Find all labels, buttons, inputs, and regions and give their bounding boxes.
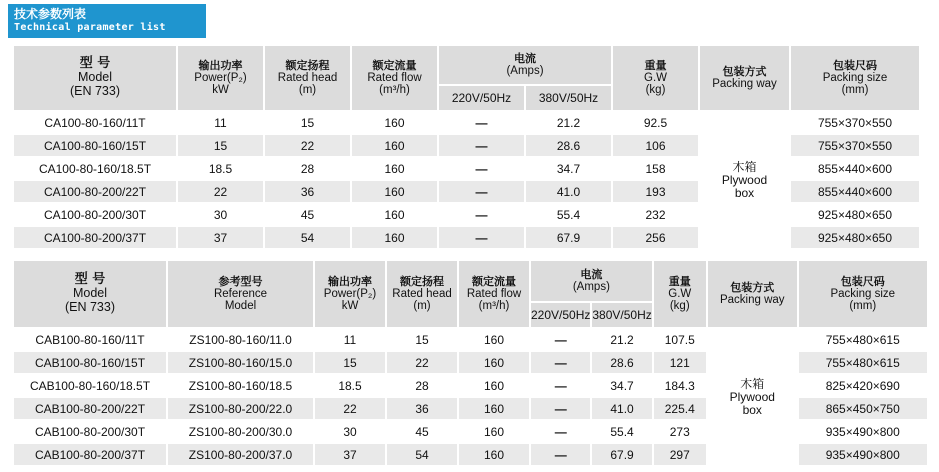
cell-weight: 232 — [613, 204, 698, 225]
cell-size: 935×490×800 — [799, 421, 927, 442]
cell-flow: 160 — [459, 375, 529, 396]
cell-ref: ZS100-80-200/37.0 — [168, 444, 313, 465]
cell-power: 18.5 — [315, 375, 385, 396]
cell-model: CA100-80-160/11T — [14, 112, 176, 133]
cell-weight: 184.3 — [654, 375, 706, 396]
header-packing-way: 包装方式 Packing way — [708, 261, 797, 327]
parameter-table-ca — [12, 44, 921, 250]
cell-size: 855×440×600 — [791, 181, 919, 202]
cell-v380: 28.6 — [592, 352, 651, 373]
parameter-table-cab — [12, 259, 929, 467]
cell-flow: 160 — [352, 227, 437, 248]
header-220v: 220V/50Hz — [439, 86, 524, 110]
cell-ref: ZS100-80-200/30.0 — [168, 421, 313, 442]
cell-power: 30 — [178, 204, 263, 225]
packing-way-cell: 木箱 Plywood box — [708, 329, 797, 465]
cell-head: 15 — [387, 329, 457, 350]
cell-power: 22 — [178, 181, 263, 202]
cell-power: 22 — [315, 398, 385, 419]
cell-weight: 92.5 — [613, 112, 698, 133]
table-row — [14, 329, 927, 350]
cell-v380: 67.9 — [526, 227, 611, 248]
cell-size: 855×440×600 — [791, 158, 919, 179]
cell-power: 15 — [178, 135, 263, 156]
cell-model: CAB100-80-200/22T — [14, 398, 166, 419]
cell-size: 825×420×690 — [799, 375, 927, 396]
cell-flow: 160 — [459, 444, 529, 465]
cell-weight: 193 — [613, 181, 698, 202]
cell-weight: 273 — [654, 421, 706, 442]
cell-power: 37 — [315, 444, 385, 465]
cell-head: 15 — [265, 112, 350, 133]
cell-ref: ZS100-80-160/11.0 — [168, 329, 313, 350]
header-weight: 重量 G.W (kg) — [613, 46, 698, 110]
cell-power: 11 — [315, 329, 385, 350]
cell-model: CAB100-80-160/18.5T — [14, 375, 166, 396]
cell-model: CAB100-80-160/11T — [14, 329, 166, 350]
cell-head: 22 — [387, 352, 457, 373]
cell-head: 28 — [387, 375, 457, 396]
cell-v220: — — [439, 227, 524, 248]
cell-ref: ZS100-80-200/22.0 — [168, 398, 313, 419]
cell-size: 865×450×750 — [799, 398, 927, 419]
header-rated-head: 额定扬程 Rated head (m) — [387, 261, 457, 327]
cell-size: 935×490×800 — [799, 444, 927, 465]
cell-v220: — — [439, 181, 524, 202]
cell-flow: 160 — [459, 421, 529, 442]
cell-v220: — — [531, 421, 590, 442]
cell-v380: 21.2 — [526, 112, 611, 133]
cell-flow: 160 — [352, 112, 437, 133]
cell-weight: 121 — [654, 352, 706, 373]
cell-v220: — — [531, 375, 590, 396]
header-packing-size: 包装尺码 Packing size (mm) — [791, 46, 919, 110]
cell-v380: 34.7 — [526, 158, 611, 179]
cell-flow: 160 — [352, 135, 437, 156]
header-power: 输出功率 Power(P₂) kW — [315, 261, 385, 327]
cell-head: 28 — [265, 158, 350, 179]
cell-flow: 160 — [459, 329, 529, 350]
cell-head: 54 — [387, 444, 457, 465]
cell-v220: — — [439, 204, 524, 225]
table-row — [14, 112, 919, 133]
cell-weight: 106 — [613, 135, 698, 156]
cell-power: 11 — [178, 112, 263, 133]
cell-model: CA100-80-160/18.5T — [14, 158, 176, 179]
cell-v380: 55.4 — [592, 421, 651, 442]
header-rated-flow: 额定流量 Rated flow (m³/h) — [352, 46, 437, 110]
cell-weight: 158 — [613, 158, 698, 179]
cell-v380: 55.4 — [526, 204, 611, 225]
cell-ref: ZS100-80-160/18.5 — [168, 375, 313, 396]
packing-way-cell: 木箱 Plywood box — [700, 112, 789, 248]
cell-power: 15 — [315, 352, 385, 373]
cell-head: 45 — [265, 204, 350, 225]
cell-model: CA100-80-200/30T — [14, 204, 176, 225]
cell-power: 30 — [315, 421, 385, 442]
cell-v380: 28.6 — [526, 135, 611, 156]
cell-v220: — — [439, 112, 524, 133]
cell-size: 925×480×650 — [791, 227, 919, 248]
header-current: 电流 (Amps) — [439, 46, 611, 84]
header-power: 输出功率 Power(P₂) kW — [178, 46, 263, 110]
cell-size: 755×370×550 — [791, 135, 919, 156]
cell-flow: 160 — [352, 204, 437, 225]
cell-flow: 160 — [352, 181, 437, 202]
cell-head: 45 — [387, 421, 457, 442]
cell-weight: 256 — [613, 227, 698, 248]
cell-head: 54 — [265, 227, 350, 248]
header-packing-size: 包装尺码 Packing size (mm) — [799, 261, 927, 327]
cell-model: CAB100-80-160/15T — [14, 352, 166, 373]
header-current: 电流 (Amps) — [531, 261, 652, 301]
header-reference-model: 参考型号 Reference Model — [168, 261, 313, 327]
cell-flow: 160 — [352, 158, 437, 179]
header-220v: 220V/50Hz — [531, 303, 590, 327]
cell-power: 37 — [178, 227, 263, 248]
cell-weight: 225.4 — [654, 398, 706, 419]
cell-v380: 67.9 — [592, 444, 651, 465]
cell-model: CA100-80-160/15T — [14, 135, 176, 156]
title-banner — [8, 4, 206, 38]
cell-size: 925×480×650 — [791, 204, 919, 225]
cell-flow: 160 — [459, 352, 529, 373]
cell-size: 755×370×550 — [791, 112, 919, 133]
cell-v220: — — [531, 352, 590, 373]
header-weight: 重量 G.W (kg) — [654, 261, 706, 327]
cell-v380: 41.0 — [526, 181, 611, 202]
cell-model: CA100-80-200/37T — [14, 227, 176, 248]
cell-v380: 41.0 — [592, 398, 651, 419]
cell-size: 755×480×615 — [799, 352, 927, 373]
cell-v380: 34.7 — [592, 375, 651, 396]
cell-v220: — — [439, 158, 524, 179]
cell-weight: 107.5 — [654, 329, 706, 350]
header-model: 型 号 Model (EN 733) — [14, 261, 166, 327]
title-chinese: 技术参数列表 — [14, 7, 87, 21]
cell-head: 36 — [387, 398, 457, 419]
cell-model: CAB100-80-200/30T — [14, 421, 166, 442]
cell-weight: 297 — [654, 444, 706, 465]
header-packing-way: 包装方式 Packing way — [700, 46, 789, 110]
cell-flow: 160 — [459, 398, 529, 419]
cell-v220: — — [439, 135, 524, 156]
cell-v220: — — [531, 398, 590, 419]
cell-model: CAB100-80-200/37T — [14, 444, 166, 465]
cell-ref: ZS100-80-160/15.0 — [168, 352, 313, 373]
header-380v: 380V/50Hz — [592, 303, 651, 327]
header-rated-flow: 额定流量 Rated flow (m³/h) — [459, 261, 529, 327]
cell-size: 755×480×615 — [799, 329, 927, 350]
cell-model: CA100-80-200/22T — [14, 181, 176, 202]
cell-head: 36 — [265, 181, 350, 202]
cell-v380: 21.2 — [592, 329, 651, 350]
cell-v220: — — [531, 329, 590, 350]
cell-v220: — — [531, 444, 590, 465]
header-model: 型 号 Model (EN 733) — [14, 46, 176, 110]
header-380v: 380V/50Hz — [526, 86, 611, 110]
header-rated-head: 额定扬程 Rated head (m) — [265, 46, 350, 110]
title-english: Technical parameter list — [14, 22, 166, 33]
cell-power: 18.5 — [178, 158, 263, 179]
cell-head: 22 — [265, 135, 350, 156]
